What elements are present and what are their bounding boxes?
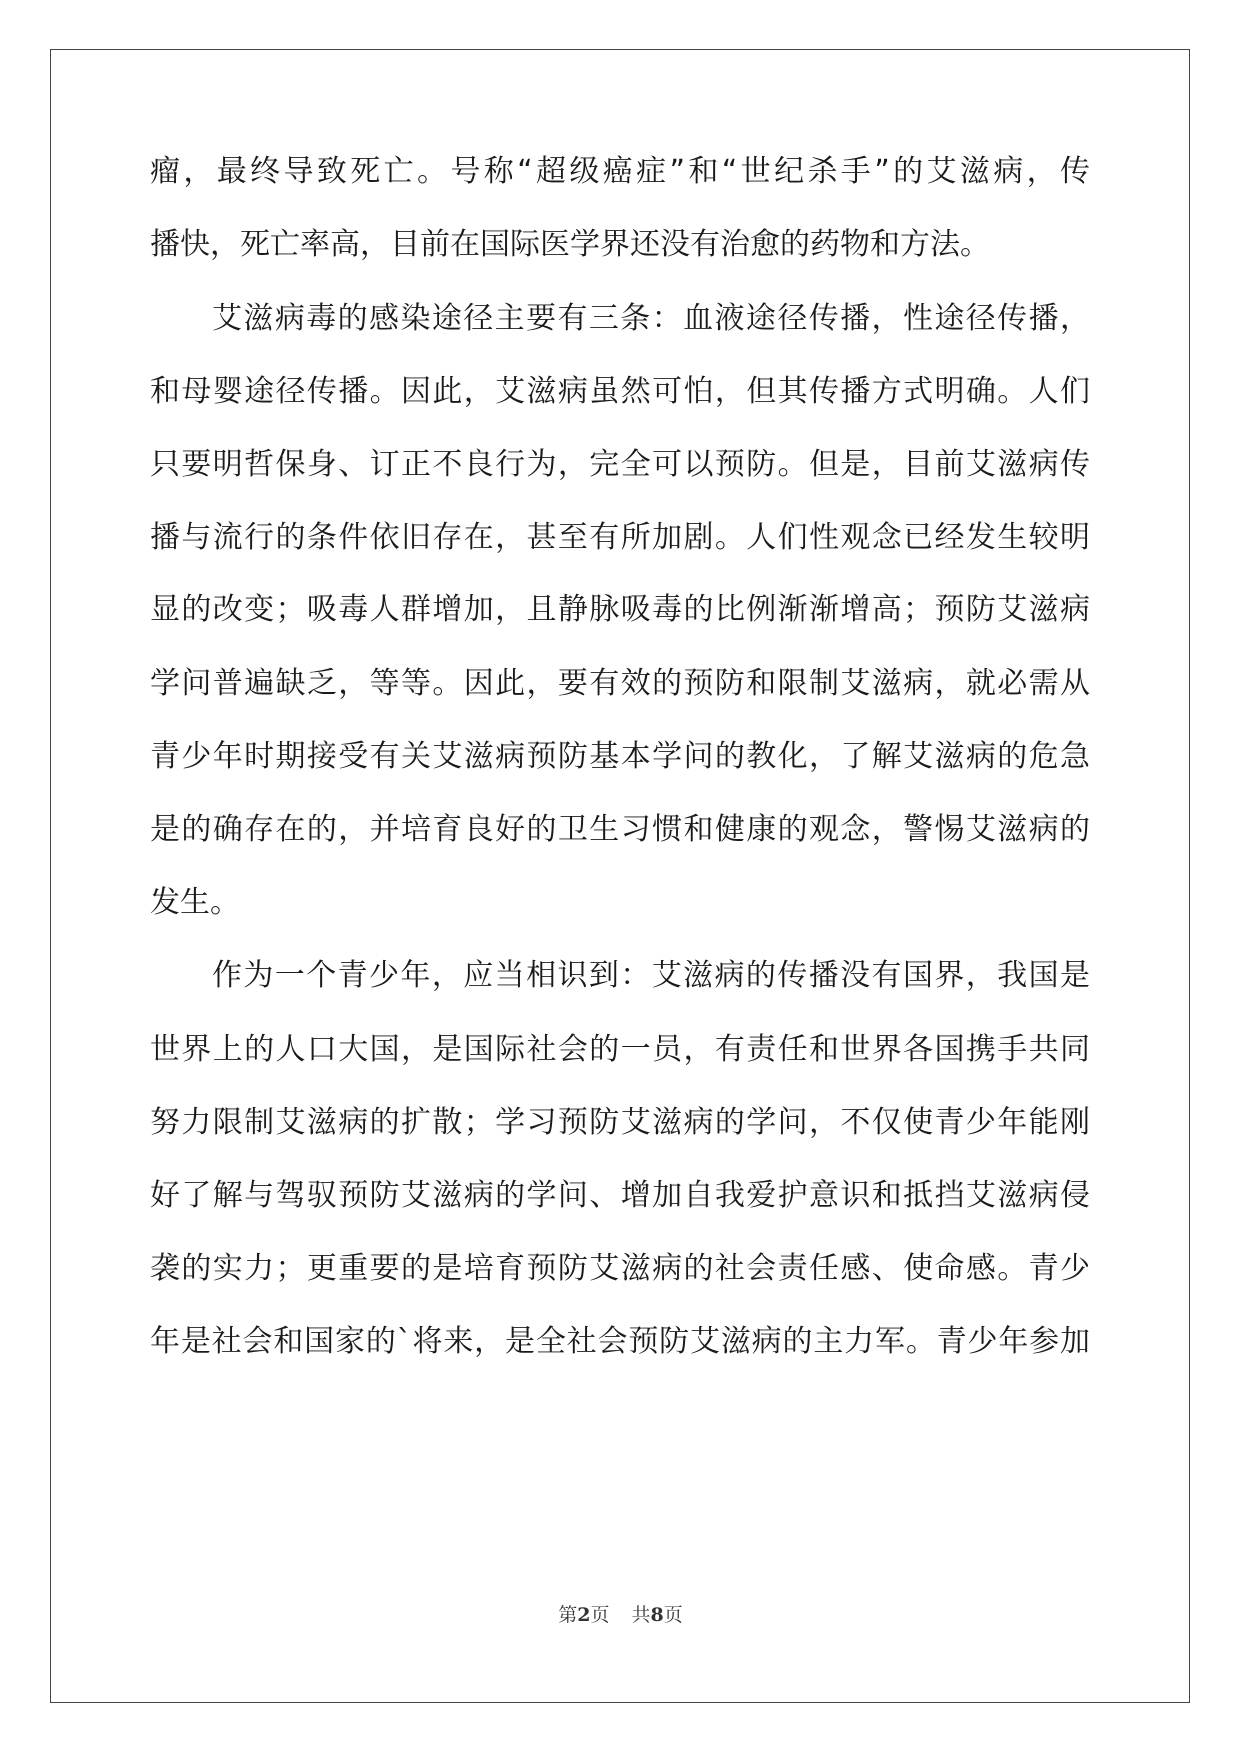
text-line: 和母婴途径传播。因此，艾滋病虽然可怕，但其传播方式明确。人们 bbox=[150, 374, 1090, 409]
text-line: 是的确存在的，并培育良好的卫生习惯和健康的观念，警惕艾滋病的 bbox=[150, 812, 1090, 847]
text-line: 青少年时期接受有关艾滋病预防基本学问的教化，了解艾滋病的危急 bbox=[150, 739, 1090, 774]
text-line: 好了解与驾驭预防艾滋病的学问、增加自我爱护意识和抵挡艾滋病侵 bbox=[150, 1178, 1090, 1213]
page-border bbox=[50, 49, 1190, 1703]
total-prefix: 共 bbox=[631, 1604, 651, 1626]
text-line: 显的改变；吸毒人群增加，且静脉吸毒的比例渐渐增高；预防艾滋病 bbox=[150, 592, 1090, 627]
paragraph-start-line: 艾滋病毒的感染途径主要有三条：血液途径传播，性途径传播， bbox=[212, 301, 1090, 336]
page-number: 2 bbox=[577, 1604, 591, 1626]
text-line: 只要明哲保身、订正不良行为，完全可以预防。但是，目前艾滋病传 bbox=[150, 447, 1090, 482]
text-line: 世界上的人口大国，是国际社会的一员，有责任和世界各国携手共同 bbox=[150, 1032, 1090, 1067]
page-footer bbox=[0, 1600, 1241, 1627]
text-line: 发生。 bbox=[150, 885, 240, 920]
total-suffix: 页 bbox=[663, 1604, 683, 1626]
text-line: 袭的实力；更重要的是培育预防艾滋病的社会责任感、使命感。青少 bbox=[150, 1251, 1090, 1286]
total-pages: 8 bbox=[650, 1604, 664, 1626]
text-line: 瘤，最终导致死亡。号称“超级癌症”和“世纪杀手”的艾滋病，传 bbox=[150, 154, 1090, 189]
text-line: 年是社会和国家的`将来，是全社会预防艾滋病的主力军。青少年参加 bbox=[150, 1324, 1090, 1359]
text-line: 学问普遍缺乏，等等。因此，要有效的预防和限制艾滋病，就必需从 bbox=[150, 666, 1090, 701]
text-line: 播与流行的条件依旧存在，甚至有所加剧。人们性观念已经发生较明 bbox=[150, 520, 1090, 555]
page-prefix: 第 bbox=[558, 1604, 578, 1626]
paragraph-start-line: 作为一个青少年，应当相识到：艾滋病的传播没有国界，我国是 bbox=[212, 958, 1090, 993]
text-line: 播快，死亡率高，目前在国际医学界还没有治愈的药物和方法。 bbox=[150, 227, 990, 262]
text-line: 努力限制艾滋病的扩散；学习预防艾滋病的学问，不仅使青少年能刚 bbox=[150, 1105, 1090, 1140]
page-suffix: 页 bbox=[590, 1604, 610, 1626]
